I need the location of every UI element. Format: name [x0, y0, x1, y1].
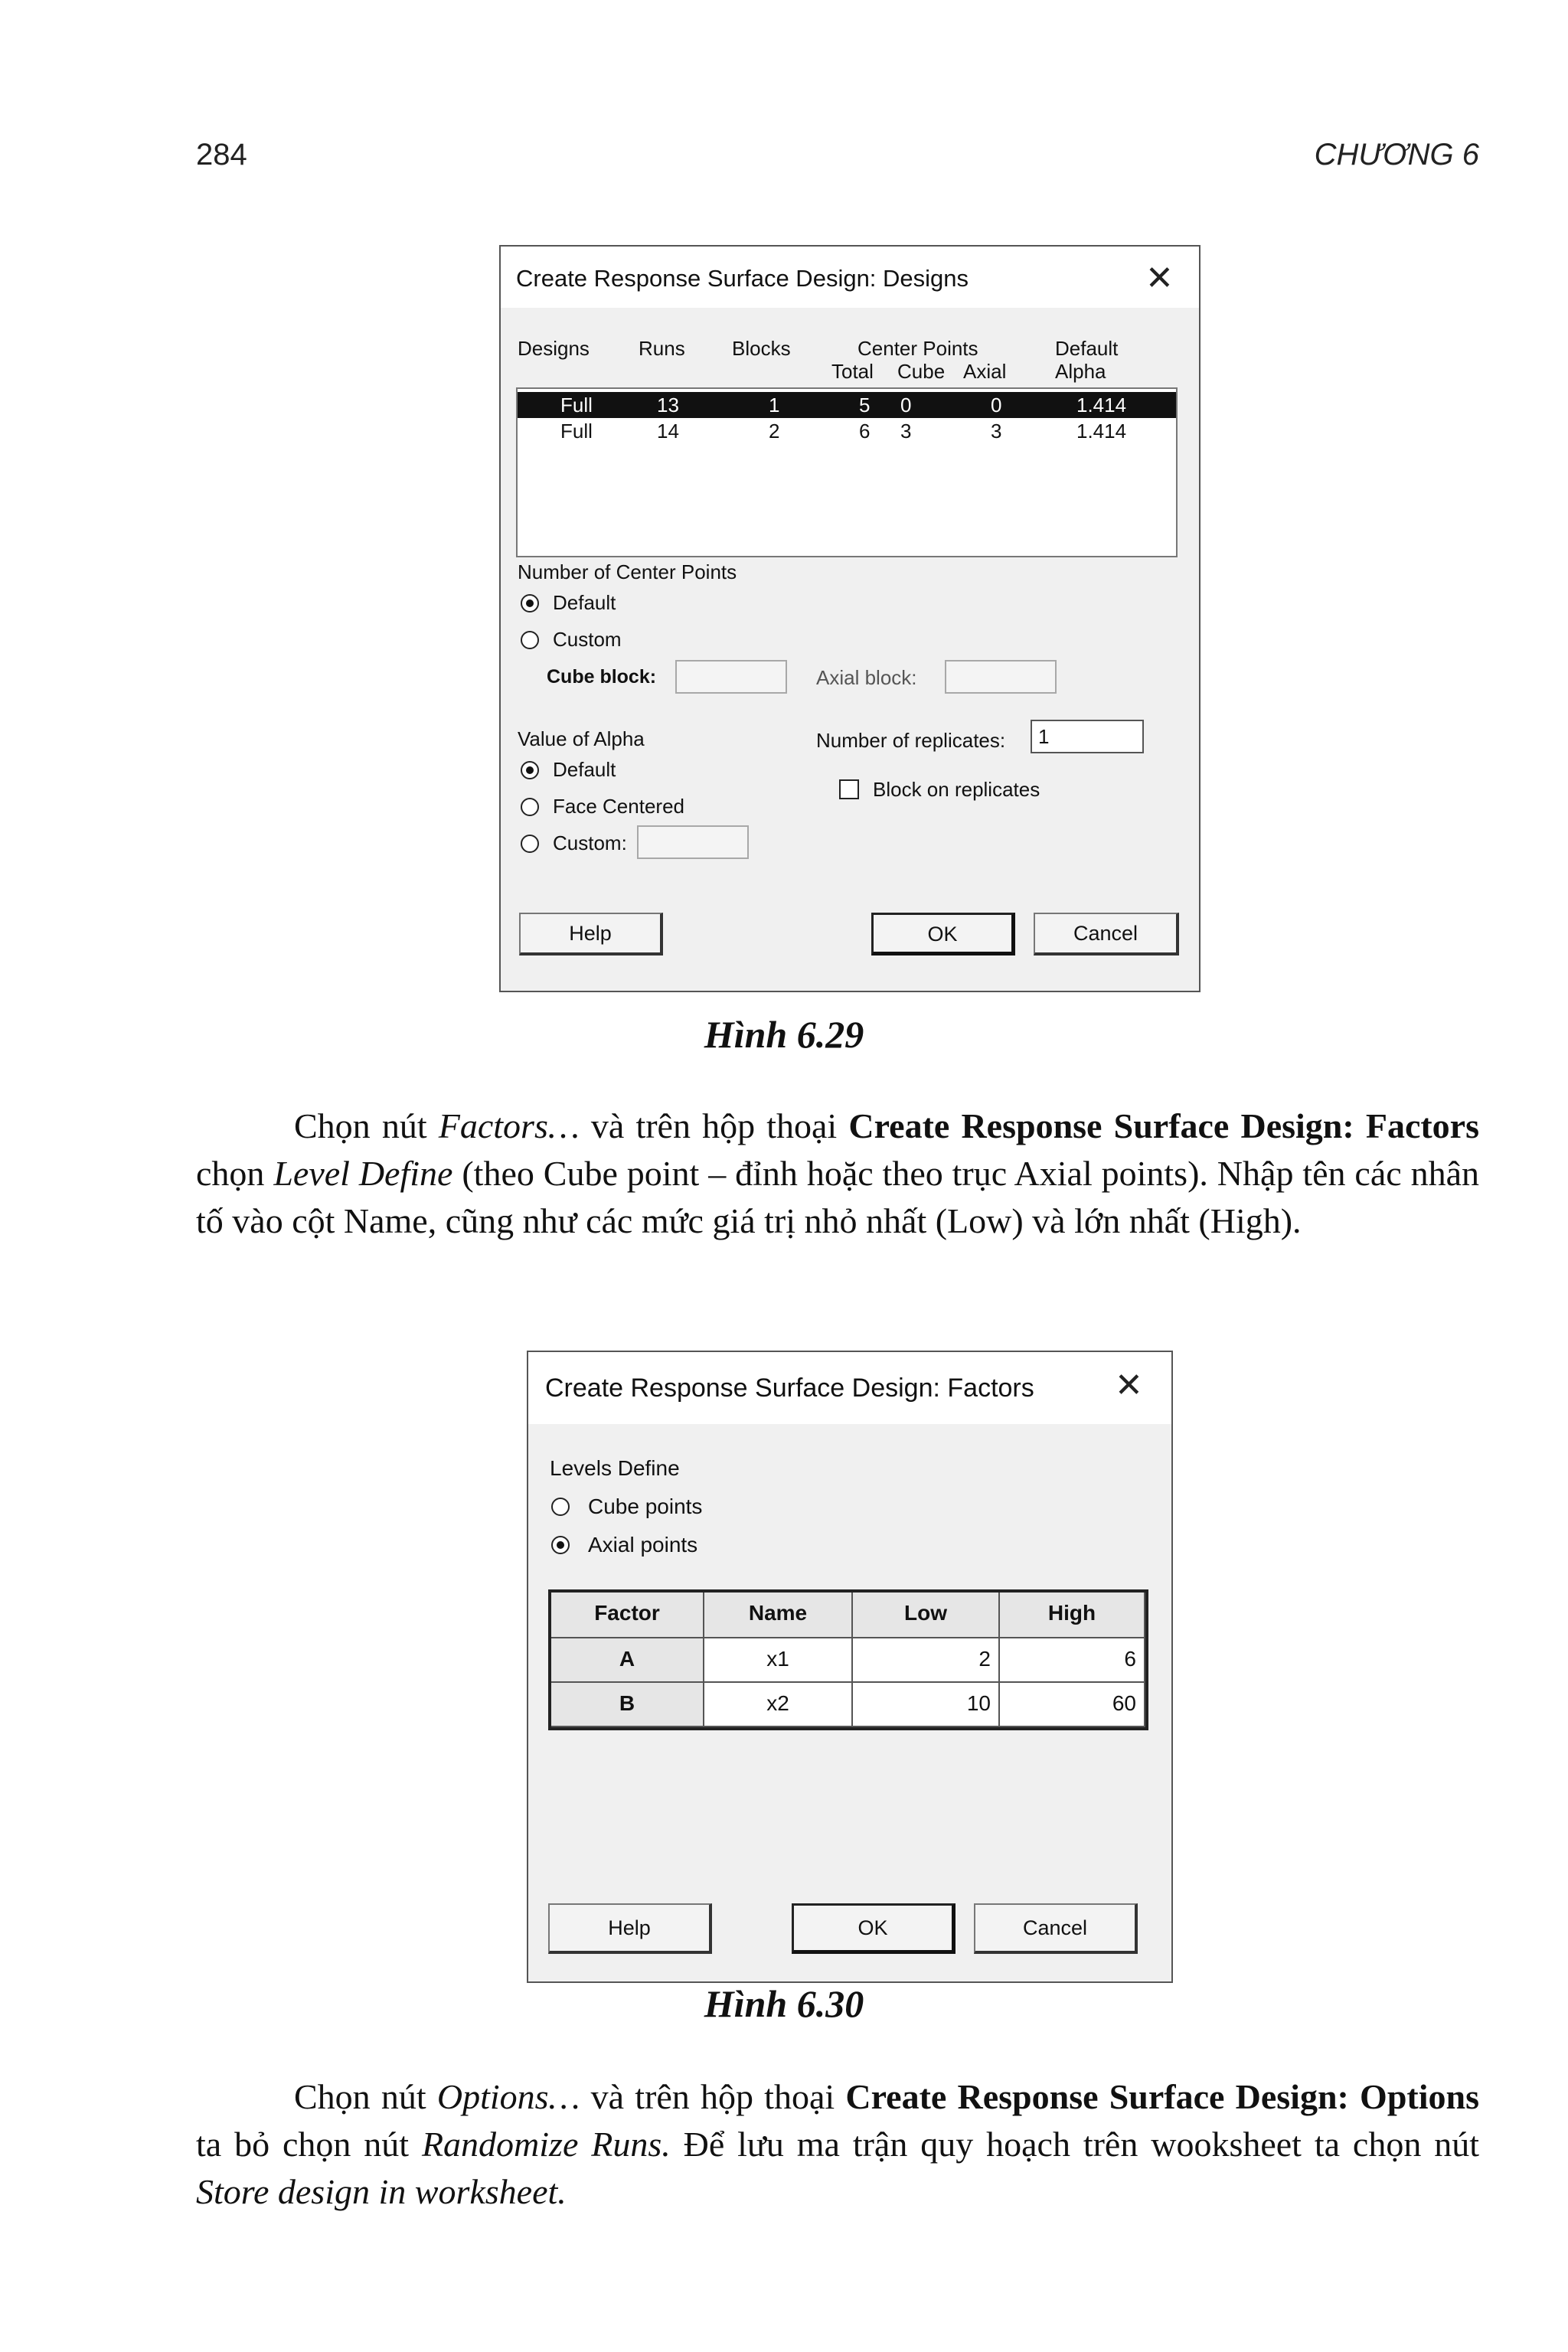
header-high: High: [1000, 1592, 1145, 1638]
ok-button[interactable]: OK: [792, 1903, 956, 1954]
cube-block-input[interactable]: [675, 660, 787, 694]
close-icon[interactable]: ✕: [1145, 260, 1174, 297]
cube-points-radio[interactable]: [551, 1498, 570, 1516]
cancel-button[interactable]: Cancel: [974, 1903, 1138, 1954]
cube-points-label: Cube points: [588, 1494, 703, 1518]
col-default: Default: [1055, 337, 1119, 360]
low-cell[interactable]: 2: [853, 1638, 1000, 1683]
cp-default-label: Default: [553, 591, 616, 614]
design-cube: 3: [900, 420, 912, 443]
italic-term: Store design in worksheet.: [196, 2172, 567, 2211]
levels-define-label: Levels Define: [550, 1456, 680, 1480]
name-cell[interactable]: x2: [704, 1683, 853, 1727]
design-total: 6: [859, 420, 871, 443]
block-on-replicates-checkbox[interactable]: [839, 779, 859, 799]
text-run: Để lưu ma trận quy hoạch trên wooksheet ta chọn nút: [670, 2125, 1480, 2164]
center-points-label: Number of Center Points: [518, 560, 737, 583]
factors-dialog: [527, 1351, 1173, 1983]
col-total: Total: [831, 360, 874, 383]
header-low: Low: [853, 1592, 1000, 1638]
design-axial: 0: [991, 394, 1002, 416]
high-cell[interactable]: 60: [1000, 1683, 1145, 1727]
design-type: Full: [560, 394, 593, 416]
replicates-label: Number of replicates:: [816, 729, 1006, 752]
design-runs: 13: [657, 394, 679, 416]
body-paragraph: [196, 1102, 1479, 1245]
alpha-default-radio[interactable]: [521, 761, 539, 779]
body-paragraph: [196, 2073, 1479, 2216]
factor-cell: B: [551, 1683, 704, 1727]
alpha-face-label: Face Centered: [553, 795, 684, 818]
close-icon[interactable]: ✕: [1115, 1367, 1143, 1404]
axial-points-label: Axial points: [588, 1533, 698, 1557]
axial-points-radio[interactable]: [551, 1536, 570, 1554]
factor-cell: A: [551, 1638, 704, 1683]
design-row[interactable]: [518, 392, 1176, 418]
header-name: Name: [704, 1592, 853, 1638]
factors-dialog-title: Create Response Surface Design: Factors: [545, 1374, 1034, 1403]
col-alpha: Alpha: [1055, 360, 1106, 383]
design-alpha: 1.414: [1076, 394, 1127, 416]
col-center-points: Center Points: [858, 337, 978, 360]
designs-dialog: [499, 245, 1200, 992]
design-row[interactable]: [518, 418, 1176, 444]
alpha-face-radio[interactable]: [521, 798, 539, 816]
alpha-default-label: Default: [553, 758, 616, 781]
alpha-custom-label: Custom:: [553, 831, 627, 854]
cube-block-label: Cube block:: [547, 666, 657, 688]
col-runs: Runs: [639, 337, 685, 360]
design-type: Full: [560, 420, 593, 443]
figure-caption: Hình 6.29: [704, 1013, 864, 1056]
bold-term: Create Response Surface Design: Factors: [848, 1106, 1479, 1145]
alpha-custom-radio[interactable]: [521, 835, 539, 853]
text-run: chọn: [196, 1154, 274, 1193]
high-cell[interactable]: 6: [1000, 1638, 1145, 1683]
help-button[interactable]: Help: [548, 1903, 712, 1954]
col-axial: Axial: [963, 360, 1007, 383]
chapter-title: CHƯƠNG 6: [1314, 138, 1479, 172]
help-button[interactable]: Help: [519, 913, 663, 956]
italic-term: Level Define: [273, 1154, 453, 1193]
replicates-input[interactable]: 1: [1031, 720, 1144, 753]
factors-grid[interactable]: [548, 1589, 1148, 1730]
page-number: 284: [196, 138, 247, 172]
text-run: (theo Cube point – đỉnh hoặc theo trục Axial points). Nhập tên các nhân tố vào cột Name, cũng như các mức giá trị nhỏ nhất (Low) và lớn nhất (High).: [196, 1154, 1480, 1240]
cancel-button[interactable]: Cancel: [1034, 913, 1179, 956]
col-cube: Cube: [897, 360, 946, 383]
axial-block-label: Axial block:: [816, 666, 917, 689]
italic-term: Randomize Runs.: [421, 2125, 671, 2164]
text-run: và trên hộp thoại: [579, 1106, 849, 1145]
design-blocks: 2: [769, 420, 780, 443]
design-alpha: 1.414: [1076, 420, 1127, 443]
figure-caption: Hình 6.30: [704, 1982, 864, 2025]
cp-custom-radio[interactable]: [521, 631, 539, 649]
design-blocks: 1: [769, 394, 780, 416]
text-run: và trên hộp thoại: [580, 2077, 846, 2116]
designs-list[interactable]: [516, 387, 1178, 557]
text-run: Chọn nút: [294, 2077, 437, 2116]
axial-block-input[interactable]: [945, 660, 1057, 694]
designs-dialog-title: Create Response Surface Design: Designs: [516, 265, 969, 292]
cp-custom-label: Custom: [553, 628, 622, 651]
cp-default-radio[interactable]: [521, 594, 539, 612]
design-total: 5: [859, 394, 871, 416]
col-designs: Designs: [518, 337, 590, 360]
design-runs: 14: [657, 420, 679, 443]
alpha-label: Value of Alpha: [518, 727, 645, 750]
header-factor: Factor: [551, 1592, 704, 1638]
block-on-replicates-label: Block on replicates: [873, 778, 1040, 801]
bold-term: Create Response Surface Design: Options: [845, 2077, 1479, 2116]
design-cube: 0: [900, 394, 912, 416]
low-cell[interactable]: 10: [853, 1683, 1000, 1727]
text-run: Chọn nút: [294, 1106, 439, 1145]
col-blocks: Blocks: [732, 337, 791, 360]
text-run: ta bỏ chọn nút: [196, 2125, 422, 2164]
italic-term: Factors…: [438, 1106, 580, 1145]
alpha-custom-input[interactable]: [637, 825, 749, 859]
name-cell[interactable]: x1: [704, 1638, 853, 1683]
design-axial: 3: [991, 420, 1002, 443]
ok-button[interactable]: OK: [871, 913, 1015, 956]
italic-term: Options…: [436, 2077, 580, 2116]
